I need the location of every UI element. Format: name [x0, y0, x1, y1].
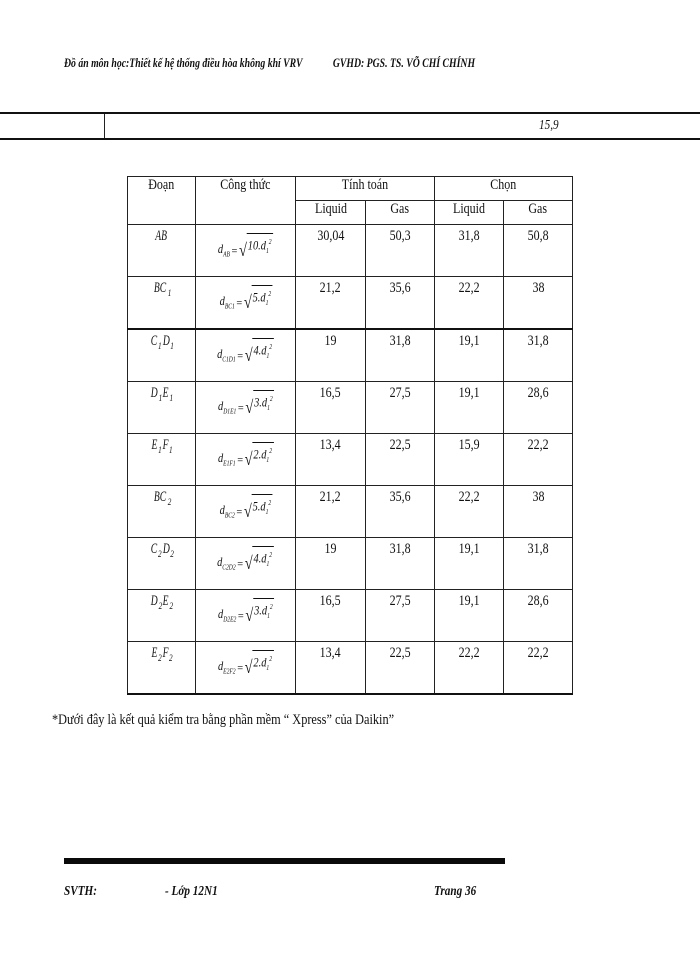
- page-header: [64, 56, 475, 71]
- table-row: [128, 225, 573, 277]
- header-chosen: Chọn: [434, 177, 572, 201]
- segment-cell: BC $_2$: [128, 486, 196, 538]
- chosen-gas-cell: 22,2: [504, 434, 573, 486]
- table-row: [128, 538, 573, 590]
- chosen-liquid-cell: 22,2: [434, 277, 503, 330]
- segment-cell: $E_2F_2$: [128, 642, 196, 695]
- calc-gas-cell: 22,5: [365, 434, 434, 486]
- segment-cell: BC $_1$: [128, 277, 196, 330]
- calc-liquid-cell: 21,2: [296, 277, 365, 330]
- page-number: Trang 36: [434, 884, 477, 899]
- table-row: [128, 382, 573, 434]
- chosen-gas-cell: 38: [504, 486, 573, 538]
- segment-cell: $E_1F_1$: [128, 434, 196, 486]
- formula-cell: $d_{D2E2}$ = √ $3.d_1^2$: [196, 590, 296, 642]
- chosen-gas-cell: 50,8: [504, 225, 573, 277]
- sqrt-symbol: √ $3.d_1^2$: [245, 597, 274, 624]
- calc-liquid-cell: 19: [296, 329, 365, 382]
- course-title: Đồ án môn học:Thiết kế hệ thống điều hòa không khí VRV: [64, 56, 303, 70]
- sqrt-symbol: √ $4.d_1^2$: [245, 337, 274, 364]
- chosen-gas-cell: 28,6: [504, 382, 573, 434]
- sqrt-symbol: √ $5.d_1^2$: [243, 493, 272, 520]
- chosen-liquid-cell: 22,2: [434, 486, 503, 538]
- header-calc-liquid: Liquid: [296, 201, 365, 225]
- footer-rule: [64, 858, 505, 864]
- calc-gas-cell: 27,5: [365, 382, 434, 434]
- chosen-gas-cell: 31,8: [504, 329, 573, 382]
- segment-cell: $C_2D_2$: [128, 538, 196, 590]
- header-calc-gas: Gas: [365, 201, 434, 225]
- calc-liquid-cell: 13,4: [296, 434, 365, 486]
- formula-cell: $d_{BC2}$ = √ $5.d_1^2$: [196, 486, 296, 538]
- calc-gas-cell: 31,8: [365, 538, 434, 590]
- calc-gas-cell: 27,5: [365, 590, 434, 642]
- xpress-note: *Dưới đây là kết quả kiểm tra bằng phần mềm “ Xpress” của Daikin”: [52, 712, 395, 728]
- sqrt-symbol: √ $10.d_1^2$: [239, 232, 273, 259]
- calc-liquid-cell: 13,4: [296, 642, 365, 695]
- segment-cell: $D_2E_2$: [128, 590, 196, 642]
- chosen-liquid-cell: 15,9: [434, 434, 503, 486]
- chosen-liquid-cell: 19,1: [434, 538, 503, 590]
- formula-cell: $d_{E2F2}$ = √ $2.d_1^2$: [196, 642, 296, 695]
- chosen-gas-cell: 28,6: [504, 590, 573, 642]
- chosen-liquid-cell: 31,8: [434, 225, 503, 277]
- table-row: [128, 329, 573, 382]
- calc-liquid-cell: 21,2: [296, 486, 365, 538]
- formula-cell: $d_{E1F1}$ = √ $2.d_1^2$: [196, 434, 296, 486]
- header-row: [128, 177, 573, 201]
- formula-cell: $d_{BC1}$ = √ $5.d_1^2$: [196, 277, 296, 330]
- segment-cell: AB: [128, 225, 196, 277]
- calc-gas-cell: 50,3: [365, 225, 434, 277]
- formula-cell: $d_{AB}$ = √ $10.d_1^2$: [196, 225, 296, 277]
- sqrt-symbol: √ $3.d_1^2$: [245, 389, 274, 416]
- table-row: [128, 434, 573, 486]
- student-label: SVTH:: [64, 884, 97, 899]
- class-label: - Lớp 12N1: [165, 884, 218, 899]
- formula-cell: $d_{D1E1}$ = √ $3.d_1^2$: [196, 382, 296, 434]
- formula-cell: $d_{C1D1}$ = √ $4.d_1^2$: [196, 329, 296, 382]
- chosen-gas-cell: 22,2: [504, 642, 573, 695]
- calc-liquid-cell: 30,04: [296, 225, 365, 277]
- calc-gas-cell: 31,8: [365, 329, 434, 382]
- chosen-liquid-cell: 19,1: [434, 590, 503, 642]
- calc-liquid-cell: 16,5: [296, 382, 365, 434]
- calc-gas-cell: 35,6: [365, 486, 434, 538]
- header-segment: Đoạn: [128, 177, 196, 225]
- chosen-gas-cell: 38: [504, 277, 573, 330]
- sqrt-symbol: √ $2.d_1^2$: [245, 441, 274, 468]
- chosen-gas-cell: 31,8: [504, 538, 573, 590]
- fragment-value: 15,9: [539, 118, 559, 133]
- page-footer: [64, 884, 504, 904]
- chosen-liquid-cell: 19,1: [434, 329, 503, 382]
- segment-cell: $D_1E_1$: [128, 382, 196, 434]
- table-row: [128, 486, 573, 538]
- calc-gas-cell: 22,5: [365, 642, 434, 695]
- chosen-liquid-cell: 22,2: [434, 642, 503, 695]
- advisor: GVHD: PGS. TS. VÕ CHÍ CHÍNH: [332, 56, 476, 70]
- column-divider: [104, 114, 105, 138]
- header-chosen-liquid: Liquid: [434, 201, 503, 225]
- table-row: [128, 277, 573, 330]
- formula-cell: $d_{C2D2}$ = √ $4.d_1^2$: [196, 538, 296, 590]
- sqrt-symbol: √ $2.d_1^2$: [245, 649, 274, 676]
- header-calculated: Tính toán: [296, 177, 434, 201]
- previous-table-fragment: [0, 112, 700, 140]
- table-row: [128, 590, 573, 642]
- sqrt-symbol: √ $4.d_1^2$: [245, 545, 274, 572]
- header-formula: Công thức: [196, 177, 296, 225]
- calc-liquid-cell: 16,5: [296, 590, 365, 642]
- calc-gas-cell: 35,6: [365, 277, 434, 330]
- segment-cell: $C_1D_1$: [128, 329, 196, 382]
- pipe-diameter-table: [127, 176, 573, 695]
- sqrt-symbol: √ $5.d_1^2$: [243, 284, 272, 311]
- chosen-liquid-cell: 19,1: [434, 382, 503, 434]
- table-row: [128, 642, 573, 695]
- calc-liquid-cell: 19: [296, 538, 365, 590]
- header-chosen-gas: Gas: [504, 201, 573, 225]
